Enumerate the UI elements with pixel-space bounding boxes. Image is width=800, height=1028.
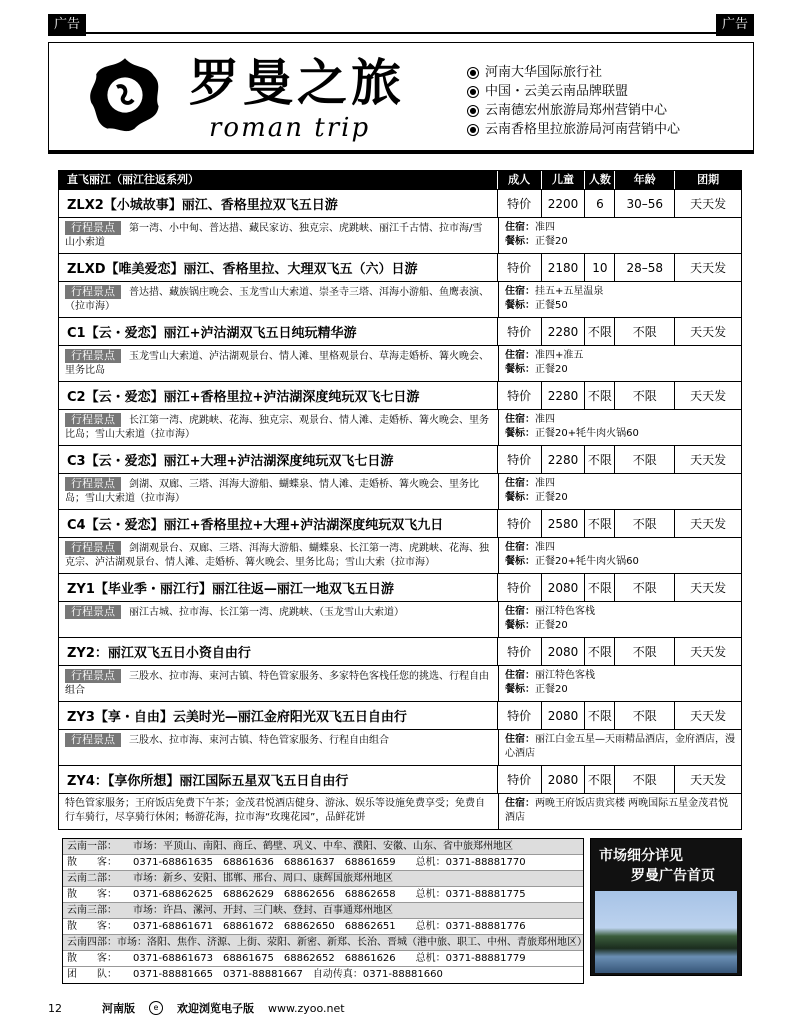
route-child-price: 2080 [542,702,586,729]
org-bullet-icon: ● [467,67,479,79]
route-detail-row [59,665,741,701]
route-age: 不限 [615,446,675,473]
route-count: 不限 [585,382,615,409]
route-age: 30–56 [615,190,675,217]
org-bullet-icon: ● [467,124,479,136]
route-schedule: 天天发 [690,389,727,403]
org-item: ● 云南德宏州旅游局郑州营销中心 [467,101,680,120]
meal-line: 餐标：正餐20 [505,620,568,631]
route-price: 特价 [498,382,542,409]
route-schedule: 天天发 [690,645,727,659]
route-info [499,218,741,253]
stay-value: 丽江特色客栈 [535,606,595,617]
route-detail-row [59,409,741,445]
route-info [499,794,741,829]
flower-logo-icon [85,55,165,135]
contact-row [63,967,583,983]
contact-row [63,871,583,887]
route-child-price: 2200 [542,190,586,217]
route-info [499,410,741,445]
route-spots [59,346,499,381]
org-bullet-icon: ● [467,86,479,98]
route-schedule: 天天发 [690,197,727,211]
route-detail-row [59,729,741,765]
table-header [59,171,741,189]
header-adult: 成人 [498,171,542,189]
meal-value: 正餐20 [535,620,568,631]
route-name: ZY3【享・自由】云美时光—丽江金府阳光双飞五日自由行 [59,702,498,729]
header-route: 直飞丽江（丽江往返系列） [59,171,498,189]
stay-value: 准四 [535,222,555,233]
org-item: ● 中国・云美云南品牌联盟 [467,82,680,101]
route-detail-row [59,217,741,253]
route-spots [59,218,499,253]
route-spots [59,794,499,829]
contact-key: 云南一部： [67,841,117,852]
contact-value: 市场：许昌、漯河、开封、三门峡、登封、百事通郑州地区 [133,905,393,916]
meal-line: 餐标：正餐20 [505,684,568,695]
route-schedule: 天天发 [690,517,727,531]
contact-value: 0371-68862625 68862629 68862656 68862658 总机：0371-88881775 [133,889,526,900]
meal-line: 餐标：正餐50 [505,300,568,311]
stay-value: 准四 [535,414,555,425]
route-info [499,538,741,573]
meal-value: 正餐20+牦牛肉火锅60 [535,556,639,567]
contact-key: 云南二部： [67,873,117,884]
route-row [59,381,741,409]
route-row [59,509,741,537]
spots-text: 玉龙雪山大索道、泸沽湖观景台、情人滩、里格观景台、草海走婚桥、篝火晚会、里务比岛 [65,351,489,376]
route-spots [59,666,499,701]
org-bullet-icon: ● [467,105,479,117]
site-url[interactable]: www.zyoo.net [268,1001,345,1015]
spots-text: 丽江古城、拉市海、长江第一湾、虎跳峡、（玉龙雪山大索道） [129,607,404,618]
route-detail-row [59,601,741,637]
stay-value: 挂五+五星温泉 [535,286,604,297]
stay-line: 住宿：准四 [505,222,555,233]
header-age: 年龄 [615,171,675,189]
contact-key: 散 客： [67,889,117,900]
spots-text: 长江第一湾、虎跳峡、花海、独克宗、观景台、情人滩、走婚桥、篝火晚会、里务比岛；雪山大索道（拉市海） [65,415,489,440]
contact-row [63,951,583,967]
spots-tag: 行程景点 [65,733,121,747]
route-spots [59,282,499,317]
route-detail-row [59,281,741,317]
page-number: 12 [48,1001,62,1015]
stay-value: 丽江白金五星—天雨精品酒店，金府酒店，漫心酒店 [505,734,735,759]
route-schedule: 天天发 [690,709,727,723]
spots-tag: 行程景点 [65,605,121,619]
stay-value: 丽江特色客栈 [535,670,595,681]
route-child-price: 2080 [542,574,586,601]
meal-value: 正餐50 [535,300,568,311]
route-row [59,189,741,217]
route-price: 特价 [498,510,542,537]
top-rule [48,14,754,34]
stay-line: 住宿：准四 [505,542,555,553]
route-name: C1【云・爱恋】丽江+泸沽湖双飞五日纯玩精华游 [59,318,498,345]
route-detail-row [59,473,741,509]
contact-key: 散 客： [67,953,117,964]
route-info [499,666,741,701]
spots-tag: 行程景点 [65,541,121,555]
route-info [499,730,741,765]
route-info [499,474,741,509]
spots-tag: 行程景点 [65,221,121,235]
meal-line: 餐标：正餐20+牦牛肉火锅60 [505,556,639,567]
route-age: 28–58 [615,254,675,281]
route-child-price: 2080 [542,766,586,793]
meal-line: 餐标：正餐20 [505,236,568,247]
route-row [59,573,741,601]
spots-text: 三股水、拉市海、束河古镇、特色管家服务、行程自由组合 [129,735,389,746]
spots-tag: 行程景点 [65,349,121,363]
stay-value: 两晚王府饭店贵宾楼 两晚国际五星金茂君悦酒店 [505,798,729,823]
meal-value: 正餐20 [535,684,568,695]
stay-line: 住宿：丽江特色客栈 [505,606,595,617]
route-spots [59,602,499,637]
route-spots [59,474,499,509]
stay-line: 住宿：丽江白金五星—天雨精品酒店，金府酒店，漫心酒店 [505,734,735,759]
spots-text: 第一湾、小中甸、普达措、藏民家访、独克宗、虎跳峡、丽江千古情、拉市海/雪山小索道 [65,223,483,248]
stay-line: 住宿：丽江特色客栈 [505,670,595,681]
route-price: 特价 [498,574,542,601]
route-schedule: 天天发 [690,325,727,339]
stay-line: 住宿：准四+准五 [505,350,584,361]
route-info [499,282,741,317]
route-info [499,602,741,637]
route-count: 不限 [585,766,615,793]
contact-key: 云南三部： [67,905,117,916]
route-count: 不限 [585,318,615,345]
route-count: 10 [585,254,615,281]
route-age: 不限 [615,766,675,793]
edition: 河南版 [102,1002,135,1015]
route-detail-row [59,793,741,829]
meal-value: 正餐20 [535,492,568,503]
contact-key: 团 队： [67,969,117,980]
route-count: 不限 [585,638,615,665]
tour-table [58,170,742,830]
route-name: ZY2：丽江双飞五日小资自由行 [59,638,498,665]
contact-key: 云南四部： [67,937,117,948]
ad-label-right: 广告 [716,14,754,36]
route-age: 不限 [615,382,675,409]
stay-value: 准四 [535,542,555,553]
contact-value: 市场：平顶山、南阳、商丘、鹤壁、巩义、中牟、濮阳、安徽、山东、省中旅郑州地区 [133,841,513,852]
route-name: ZY4：【享你所想】丽江国际五星双飞五日自由行 [59,766,498,793]
header-child: 儿童 [542,171,586,189]
stay-value: 准四 [535,478,555,489]
route-age: 不限 [615,510,675,537]
meal-line: 餐标：正餐20 [505,492,568,503]
route-row [59,253,741,281]
contact-row [63,887,583,903]
route-row [59,701,741,729]
route-info [499,346,741,381]
contact-value: 市场：新乡、安阳、邯郸、邢台、周口、康辉国旅郑州地区 [133,873,393,884]
route-count: 不限 [585,510,615,537]
header-count: 人数 [585,171,615,189]
brand-header [48,42,754,154]
route-spots [59,538,499,573]
contact-row [63,935,587,951]
stay-line: 住宿：两晚王府饭店贵宾楼 两晚国际五星金茂君悦酒店 [505,798,729,823]
contact-key: 散 客： [67,921,117,932]
spots-text: 特色管家服务；王府饭店免费下午茶；金茂君悦酒店健身、游泳、娱乐等设施免费享受；免费自行车骑行，尽享骑行休闲；畅游花海，拉市海“玫瑰花园”，品鲜花饼 [65,798,485,823]
stay-line: 住宿：准四 [505,478,555,489]
route-detail-row [59,345,741,381]
route-count: 不限 [585,446,615,473]
contact-table [62,838,587,984]
route-schedule: 天天发 [690,581,727,595]
route-price: 特价 [498,318,542,345]
route-count: 不限 [585,702,615,729]
contact-value: 0371-68861671 68861672 68862650 68862651 总机：0371-88881776 [133,921,526,932]
route-spots [59,730,499,765]
route-count: 不限 [585,574,615,601]
route-age: 不限 [615,638,675,665]
spots-text: 普达措、藏族锅庄晚会、玉龙雪山大索道、崇圣寺三塔、洱海小游船、鱼鹰表演、（拉市海） [65,287,489,312]
route-schedule: 天天发 [690,773,727,787]
contact-row [63,855,583,871]
contact-value: 0371-68861635 68861636 68861637 68861659 总机：0371-88881770 [133,857,526,868]
meal-line: 餐标：正餐20+牦牛肉火锅60 [505,428,639,439]
page-footer [48,1000,754,1016]
route-name: C3【云・爱恋】丽江+大理+泸沽湖深度纯玩双飞七日游 [59,446,498,473]
side-line2: 罗曼广告首页 [631,868,715,884]
org-item: ● 云南香格里拉旅游局河南营销中心 [467,120,680,139]
brand-name-cn: 罗曼之旅 [189,54,405,112]
route-age: 不限 [615,318,675,345]
spots-tag: 行程景点 [65,669,121,683]
route-spots [59,410,499,445]
route-price: 特价 [498,190,542,217]
meal-value: 正餐20 [535,236,568,247]
pagoda-photo [595,891,737,973]
org-item: ● 河南大华国际旅行社 [467,63,680,82]
spots-tag: 行程景点 [65,413,121,427]
route-name: ZY1【毕业季・丽江行】丽江往返—丽江一地双飞五日游 [59,574,498,601]
spots-tag: 行程景点 [65,285,121,299]
route-row [59,317,741,345]
ad-label-left: 广告 [48,14,86,36]
spots-text: 剑湖观景台、双廊、三塔、洱海大游船、蝴蝶泉、长江第一湾、虎跳峡、花海、独克宗、泸沽湖观景台、情人滩、走婚桥、篝火晚会、里务比岛；雪山大索（拉市海） [65,543,489,568]
route-price: 特价 [498,702,542,729]
meal-value: 正餐20 [535,364,568,375]
route-child-price: 2180 [542,254,586,281]
route-price: 特价 [498,766,542,793]
edition-icon: e [149,1001,163,1015]
route-price: 特价 [498,254,542,281]
route-age: 不限 [615,574,675,601]
contact-key: 散 客： [67,857,117,868]
tagline: 欢迎浏览电子版 [177,1002,254,1015]
route-detail-row [59,537,741,573]
contact-row [63,903,583,919]
header-group: 团期 [697,173,720,186]
spots-text: 剑湖、双廊、三塔、洱海大游船、蝴蝶泉、情人滩、走婚桥、篝火晚会、里务比岛；雪山大索道（拉市海） [65,479,479,504]
side-promo [590,838,742,976]
contact-value: 0371-68861673 68861675 68862652 68861626 总机：0371-88881779 [133,953,526,964]
route-name: C4【云・爱恋】丽江+香格里拉+大理+泸沽湖深度纯玩双飞九日 [59,510,498,537]
route-schedule: 天天发 [690,453,727,467]
route-price: 特价 [498,638,542,665]
route-child-price: 2080 [542,638,586,665]
org-list [467,63,680,139]
side-line1: 市场细分详见 [599,848,683,864]
stay-line: 住宿：挂五+五星温泉 [505,286,604,297]
contact-value: 市场：洛阳、焦作、济源、上街、荥阳、新密、新郑、长治、晋城（港中旅、职工、中州、青旅郑州地区） [117,937,587,948]
route-child-price: 2580 [542,510,586,537]
meal-value: 正餐20+牦牛肉火锅60 [535,428,639,439]
route-price: 特价 [498,446,542,473]
meal-line: 餐标：正餐20 [505,364,568,375]
route-child-price: 2280 [542,382,586,409]
route-name: ZLXD【唯美爱恋】丽江、香格里拉、大理双飞五（六）日游 [59,254,498,281]
route-row [59,445,741,473]
route-name: C2【云・爱恋】丽江+香格里拉+泸沽湖深度纯玩双飞七日游 [59,382,498,409]
route-age: 不限 [615,702,675,729]
stay-line: 住宿：准四 [505,414,555,425]
stay-value: 准四+准五 [535,350,584,361]
route-count: 6 [585,190,615,217]
contact-row [63,839,583,855]
route-row [59,765,741,793]
spots-text: 三股水、拉市海、束河古镇、特色管家服务、多家特色客栈任您的挑选、行程自由组合 [65,671,489,696]
brand-name-en: roman trip [209,113,371,143]
spots-tag: 行程景点 [65,477,121,491]
route-child-price: 2280 [542,446,586,473]
contact-value: 0371-88881665 0371-88881667 自动传真：0371-88881660 [133,969,443,980]
route-child-price: 2280 [542,318,586,345]
route-row [59,637,741,665]
route-name: ZLX2【小城故事】丽江、香格里拉双飞五日游 [59,190,498,217]
contact-row [63,919,583,935]
route-schedule: 天天发 [690,261,727,275]
